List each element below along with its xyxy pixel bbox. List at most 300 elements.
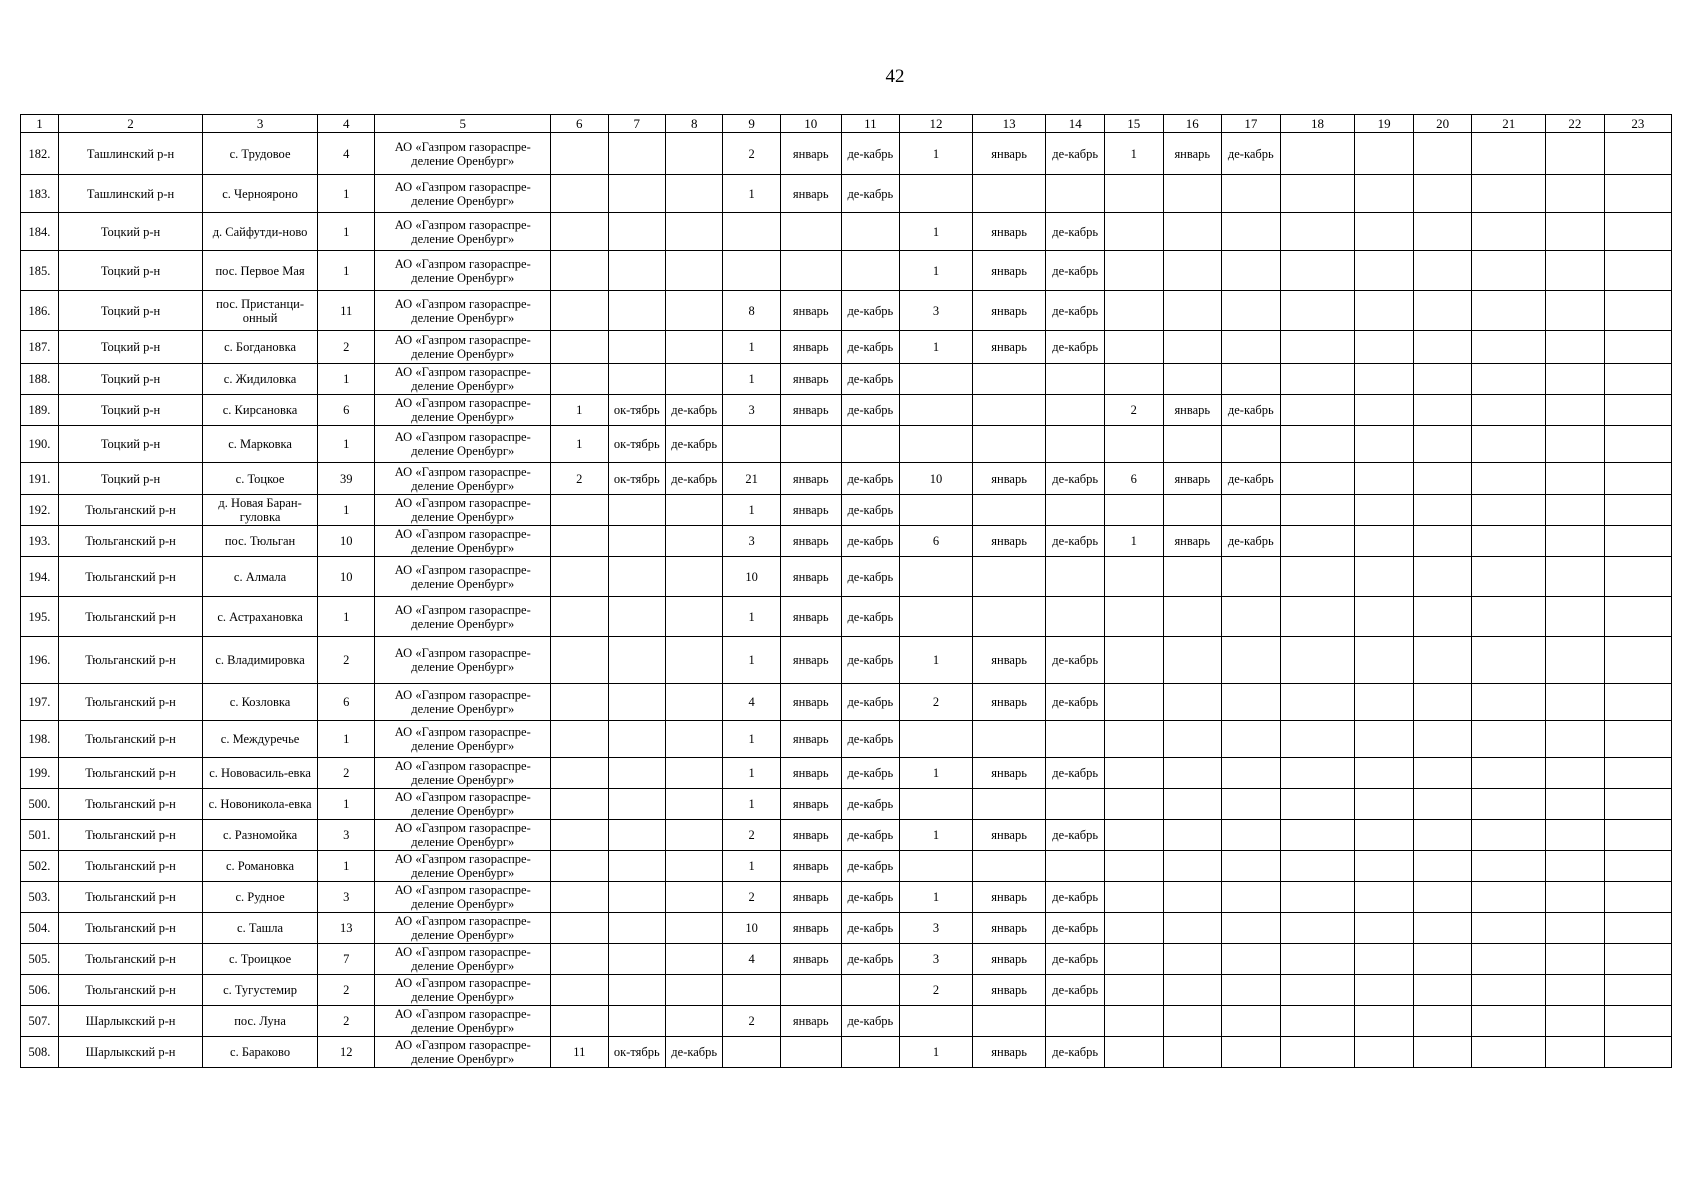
count-cell: 10 (318, 526, 375, 557)
col8-cell (665, 721, 722, 758)
col15-cell: 1 (1104, 526, 1163, 557)
col21-cell (1472, 882, 1546, 913)
col14-cell (1046, 175, 1105, 213)
col12-cell: 3 (900, 291, 973, 331)
col13-cell (972, 175, 1046, 213)
col10-cell: январь (780, 495, 841, 526)
column-header: 3 (203, 115, 318, 133)
row-number: 193. (21, 526, 59, 557)
col20-cell (1413, 291, 1472, 331)
col9-cell: 10 (723, 913, 780, 944)
col16-cell (1163, 913, 1222, 944)
table-row (21, 789, 1672, 820)
table-row (21, 851, 1672, 882)
column-header: 15 (1104, 115, 1163, 133)
col11-cell (841, 975, 900, 1006)
col21-cell (1472, 133, 1546, 175)
col21-cell (1472, 291, 1546, 331)
column-header: 18 (1280, 115, 1355, 133)
col11-cell: де-кабрь (841, 882, 900, 913)
district-cell: Ташлинский р-н (58, 133, 202, 175)
table-row (21, 463, 1672, 495)
table-row (21, 637, 1672, 684)
column-header: 12 (900, 115, 973, 133)
col22-cell (1546, 1037, 1605, 1068)
locality-cell: с. Трудовое (203, 133, 318, 175)
locality-cell: с. Нововасиль-евка (203, 758, 318, 789)
col9-cell: 2 (723, 1006, 780, 1037)
col22-cell (1546, 291, 1605, 331)
col15-cell (1104, 684, 1163, 721)
row-number: 505. (21, 944, 59, 975)
table-row (21, 1006, 1672, 1037)
table-row (21, 395, 1672, 426)
row-number: 503. (21, 882, 59, 913)
table-row (21, 251, 1672, 291)
col18-cell (1280, 213, 1355, 251)
col9-cell: 3 (723, 526, 780, 557)
organization-cell: АО «Газпром газораспре-деление Оренбург» (375, 463, 551, 495)
row-number: 185. (21, 251, 59, 291)
organization-cell: АО «Газпром газораспре-деление Оренбург» (375, 637, 551, 684)
table-row (21, 426, 1672, 463)
col8-cell (665, 495, 722, 526)
col12-cell: 10 (900, 463, 973, 495)
district-cell: Тюльганский р-н (58, 637, 202, 684)
col20-cell (1413, 1037, 1472, 1068)
col20-cell (1413, 944, 1472, 975)
col7-cell (608, 331, 665, 364)
count-cell: 6 (318, 395, 375, 426)
organization-cell: АО «Газпром газораспре-деление Оренбург» (375, 526, 551, 557)
col8-cell (665, 944, 722, 975)
col16-cell (1163, 597, 1222, 637)
col13-cell (972, 557, 1046, 597)
col22-cell (1546, 426, 1605, 463)
col22-cell (1546, 463, 1605, 495)
col15-cell (1104, 175, 1163, 213)
col12-cell (900, 851, 973, 882)
col22-cell (1546, 975, 1605, 1006)
col7-cell (608, 684, 665, 721)
col10-cell: январь (780, 557, 841, 597)
col8-cell (665, 597, 722, 637)
col8-cell (665, 251, 722, 291)
col12-cell (900, 789, 973, 820)
col6-cell (551, 364, 608, 395)
table-row (21, 331, 1672, 364)
col6-cell (551, 1006, 608, 1037)
organization-cell: АО «Газпром газораспре-деление Оренбург» (375, 291, 551, 331)
col16-cell: январь (1163, 463, 1222, 495)
col10-cell: январь (780, 175, 841, 213)
col19-cell (1355, 291, 1414, 331)
col17-cell (1222, 789, 1281, 820)
col21-cell (1472, 1006, 1546, 1037)
col9-cell: 3 (723, 395, 780, 426)
col7-cell (608, 789, 665, 820)
organization-cell: АО «Газпром газораспре-деление Оренбург» (375, 975, 551, 1006)
col6-cell (551, 944, 608, 975)
col19-cell (1355, 331, 1414, 364)
col21-cell (1472, 851, 1546, 882)
col18-cell (1280, 789, 1355, 820)
col15-cell: 1 (1104, 133, 1163, 175)
col18-cell (1280, 637, 1355, 684)
col15-cell (1104, 820, 1163, 851)
organization-cell: АО «Газпром газораспре-деление Оренбург» (375, 684, 551, 721)
col8-cell (665, 975, 722, 1006)
col18-cell (1280, 526, 1355, 557)
col20-cell (1413, 495, 1472, 526)
col18-cell (1280, 975, 1355, 1006)
col21-cell (1472, 637, 1546, 684)
col17-cell (1222, 495, 1281, 526)
column-header: 2 (58, 115, 202, 133)
col11-cell (841, 213, 900, 251)
col6-cell: 2 (551, 463, 608, 495)
row-number: 183. (21, 175, 59, 213)
count-cell: 2 (318, 637, 375, 684)
col20-cell (1413, 175, 1472, 213)
col16-cell (1163, 331, 1222, 364)
col23-cell (1604, 1037, 1671, 1068)
row-number: 194. (21, 557, 59, 597)
column-header: 20 (1413, 115, 1472, 133)
organization-cell: АО «Газпром газораспре-деление Оренбург» (375, 913, 551, 944)
col8-cell (665, 1006, 722, 1037)
row-number: 182. (21, 133, 59, 175)
col20-cell (1413, 1006, 1472, 1037)
col10-cell: январь (780, 913, 841, 944)
col13-cell: январь (972, 913, 1046, 944)
col20-cell (1413, 251, 1472, 291)
locality-cell: с. Владимировка (203, 637, 318, 684)
col8-cell (665, 526, 722, 557)
col9-cell (723, 975, 780, 1006)
col21-cell (1472, 557, 1546, 597)
district-cell: Тоцкий р-н (58, 426, 202, 463)
col18-cell (1280, 495, 1355, 526)
col17-cell: де-кабрь (1222, 463, 1281, 495)
col7-cell (608, 495, 665, 526)
col14-cell (1046, 851, 1105, 882)
col13-cell (972, 395, 1046, 426)
col18-cell (1280, 291, 1355, 331)
col7-cell (608, 820, 665, 851)
row-number: 502. (21, 851, 59, 882)
organization-cell: АО «Газпром газораспре-деление Оренбург» (375, 251, 551, 291)
col13-cell: январь (972, 1037, 1046, 1068)
col16-cell (1163, 251, 1222, 291)
col11-cell: де-кабрь (841, 291, 900, 331)
col19-cell (1355, 133, 1414, 175)
col23-cell (1604, 251, 1671, 291)
locality-cell: с. Рудное (203, 882, 318, 913)
col20-cell (1413, 463, 1472, 495)
col8-cell (665, 175, 722, 213)
col19-cell (1355, 395, 1414, 426)
col14-cell (1046, 426, 1105, 463)
col9-cell: 1 (723, 597, 780, 637)
col20-cell (1413, 975, 1472, 1006)
col8-cell: де-кабрь (665, 1037, 722, 1068)
col23-cell (1604, 526, 1671, 557)
column-header: 10 (780, 115, 841, 133)
col18-cell (1280, 913, 1355, 944)
district-cell: Тоцкий р-н (58, 395, 202, 426)
col21-cell (1472, 758, 1546, 789)
col12-cell: 3 (900, 944, 973, 975)
col10-cell: январь (780, 526, 841, 557)
col16-cell (1163, 426, 1222, 463)
district-cell: Тюльганский р-н (58, 597, 202, 637)
row-number: 506. (21, 975, 59, 1006)
organization-cell: АО «Газпром газораспре-деление Оренбург» (375, 495, 551, 526)
col15-cell (1104, 637, 1163, 684)
col19-cell (1355, 913, 1414, 944)
col14-cell: де-кабрь (1046, 213, 1105, 251)
row-number: 501. (21, 820, 59, 851)
table-row (21, 597, 1672, 637)
column-header: 7 (608, 115, 665, 133)
count-cell: 2 (318, 331, 375, 364)
organization-cell: АО «Газпром газораспре-деление Оренбург» (375, 851, 551, 882)
col12-cell: 1 (900, 213, 973, 251)
col12-cell (900, 395, 973, 426)
col9-cell: 2 (723, 133, 780, 175)
col21-cell (1472, 364, 1546, 395)
locality-cell: с. Марковка (203, 426, 318, 463)
col14-cell: де-кабрь (1046, 526, 1105, 557)
col14-cell: де-кабрь (1046, 684, 1105, 721)
column-header: 8 (665, 115, 722, 133)
col11-cell: де-кабрь (841, 637, 900, 684)
col6-cell (551, 637, 608, 684)
col21-cell (1472, 597, 1546, 637)
col10-cell: январь (780, 364, 841, 395)
col8-cell (665, 331, 722, 364)
col23-cell (1604, 851, 1671, 882)
col14-cell: де-кабрь (1046, 975, 1105, 1006)
col18-cell (1280, 1037, 1355, 1068)
district-cell: Шарлыкский р-н (58, 1037, 202, 1068)
organization-cell: АО «Газпром газораспре-деление Оренбург» (375, 331, 551, 364)
district-cell: Тюльганский р-н (58, 758, 202, 789)
col20-cell (1413, 882, 1472, 913)
col17-cell (1222, 975, 1281, 1006)
col12-cell (900, 1006, 973, 1037)
locality-cell: с. Романовка (203, 851, 318, 882)
col20-cell (1413, 133, 1472, 175)
row-number: 189. (21, 395, 59, 426)
col6-cell (551, 975, 608, 1006)
count-cell: 1 (318, 251, 375, 291)
col17-cell (1222, 597, 1281, 637)
col20-cell (1413, 820, 1472, 851)
col12-cell: 1 (900, 133, 973, 175)
col22-cell (1546, 944, 1605, 975)
col15-cell (1104, 557, 1163, 597)
col8-cell (665, 637, 722, 684)
col12-cell (900, 426, 973, 463)
col23-cell (1604, 213, 1671, 251)
col15-cell (1104, 426, 1163, 463)
locality-cell: с. Новоникола-евка (203, 789, 318, 820)
col18-cell (1280, 597, 1355, 637)
locality-cell: с. Троицкое (203, 944, 318, 975)
col6-cell (551, 882, 608, 913)
col23-cell (1604, 758, 1671, 789)
col6-cell (551, 213, 608, 251)
col13-cell: январь (972, 213, 1046, 251)
col19-cell (1355, 851, 1414, 882)
count-cell: 3 (318, 882, 375, 913)
col23-cell (1604, 975, 1671, 1006)
col7-cell (608, 758, 665, 789)
col23-cell (1604, 495, 1671, 526)
district-cell: Тюльганский р-н (58, 789, 202, 820)
col19-cell (1355, 495, 1414, 526)
district-cell: Тюльганский р-н (58, 975, 202, 1006)
locality-cell: с. Разномойка (203, 820, 318, 851)
col12-cell (900, 175, 973, 213)
count-cell: 10 (318, 557, 375, 597)
col16-cell (1163, 557, 1222, 597)
col20-cell (1413, 526, 1472, 557)
col9-cell: 10 (723, 557, 780, 597)
col18-cell (1280, 175, 1355, 213)
col15-cell (1104, 291, 1163, 331)
col19-cell (1355, 213, 1414, 251)
organization-cell: АО «Газпром газораспре-деление Оренбург» (375, 395, 551, 426)
col23-cell (1604, 637, 1671, 684)
col10-cell: январь (780, 789, 841, 820)
table-row (21, 944, 1672, 975)
district-cell: Тоцкий р-н (58, 463, 202, 495)
col14-cell: де-кабрь (1046, 820, 1105, 851)
col16-cell (1163, 291, 1222, 331)
organization-cell: АО «Газпром газораспре-деление Оренбург» (375, 597, 551, 637)
col14-cell: де-кабрь (1046, 1037, 1105, 1068)
col22-cell (1546, 557, 1605, 597)
col19-cell (1355, 1037, 1414, 1068)
col8-cell: де-кабрь (665, 395, 722, 426)
count-cell: 13 (318, 913, 375, 944)
column-header: 14 (1046, 115, 1105, 133)
col11-cell: де-кабрь (841, 133, 900, 175)
col21-cell (1472, 684, 1546, 721)
col17-cell: де-кабрь (1222, 395, 1281, 426)
col8-cell (665, 557, 722, 597)
col16-cell (1163, 1037, 1222, 1068)
col11-cell: де-кабрь (841, 944, 900, 975)
district-cell: Тоцкий р-н (58, 213, 202, 251)
col19-cell (1355, 789, 1414, 820)
col12-cell: 1 (900, 637, 973, 684)
col7-cell: ок-тябрь (608, 1037, 665, 1068)
col17-cell (1222, 213, 1281, 251)
col7-cell (608, 975, 665, 1006)
col11-cell: де-кабрь (841, 913, 900, 944)
col11-cell: де-кабрь (841, 557, 900, 597)
col18-cell (1280, 557, 1355, 597)
col18-cell (1280, 721, 1355, 758)
col22-cell (1546, 331, 1605, 364)
col14-cell: де-кабрь (1046, 758, 1105, 789)
col6-cell (551, 175, 608, 213)
col12-cell: 1 (900, 820, 973, 851)
col10-cell: январь (780, 291, 841, 331)
col19-cell (1355, 526, 1414, 557)
col19-cell (1355, 463, 1414, 495)
column-header: 23 (1604, 115, 1671, 133)
col17-cell (1222, 1006, 1281, 1037)
col11-cell: де-кабрь (841, 175, 900, 213)
locality-cell: д. Новая Баран-гуловка (203, 495, 318, 526)
district-cell: Тюльганский р-н (58, 913, 202, 944)
col18-cell (1280, 758, 1355, 789)
col21-cell (1472, 463, 1546, 495)
col11-cell: де-кабрь (841, 364, 900, 395)
district-cell: Ташлинский р-н (58, 175, 202, 213)
count-cell: 1 (318, 213, 375, 251)
col17-cell (1222, 364, 1281, 395)
col10-cell (780, 975, 841, 1006)
col22-cell (1546, 133, 1605, 175)
column-header: 19 (1355, 115, 1414, 133)
col11-cell: де-кабрь (841, 684, 900, 721)
col8-cell (665, 213, 722, 251)
col11-cell (841, 1037, 900, 1068)
col16-cell (1163, 364, 1222, 395)
col17-cell (1222, 758, 1281, 789)
col8-cell (665, 758, 722, 789)
district-cell: Тюльганский р-н (58, 944, 202, 975)
col6-cell: 11 (551, 1037, 608, 1068)
col13-cell: январь (972, 251, 1046, 291)
col6-cell (551, 133, 608, 175)
organization-cell: АО «Газпром газораспре-деление Оренбург» (375, 133, 551, 175)
col20-cell (1413, 557, 1472, 597)
count-cell: 1 (318, 175, 375, 213)
col11-cell (841, 251, 900, 291)
table-row (21, 526, 1672, 557)
count-cell: 4 (318, 133, 375, 175)
col9-cell: 1 (723, 331, 780, 364)
table-row (21, 975, 1672, 1006)
col17-cell (1222, 1037, 1281, 1068)
table-row (21, 684, 1672, 721)
col17-cell (1222, 557, 1281, 597)
col22-cell (1546, 251, 1605, 291)
col7-cell: ок-тябрь (608, 426, 665, 463)
col10-cell: январь (780, 684, 841, 721)
col11-cell: де-кабрь (841, 463, 900, 495)
col11-cell: де-кабрь (841, 789, 900, 820)
col10-cell: январь (780, 944, 841, 975)
table-row (21, 820, 1672, 851)
col23-cell (1604, 364, 1671, 395)
page-number: 42 (885, 66, 905, 87)
col20-cell (1413, 851, 1472, 882)
col22-cell (1546, 851, 1605, 882)
locality-cell: с. Астрахановка (203, 597, 318, 637)
col10-cell: январь (780, 851, 841, 882)
col12-cell: 1 (900, 251, 973, 291)
col18-cell (1280, 331, 1355, 364)
col14-cell (1046, 395, 1105, 426)
